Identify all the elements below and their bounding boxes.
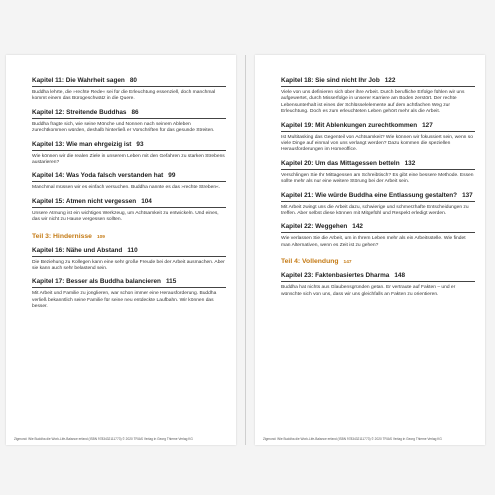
chapter-heading xyxy=(32,247,226,257)
chapter-summary: Ist Multitasking das Gegenteil von Achtsamkeit? Wie können wir fokussiert sein, wenn so viele Dinge auf einmal von uns verlangt werden? Dazu kommen die speziellen Herausforderungen im Homeoffice. xyxy=(281,134,473,153)
chapter-summary: Verschlingen Sie Ihr Mittagessen am Schreibtisch? Es gibt eine bessere Methode. Essen sollte mehr als nur eine weitere Störung bei der Arbeit sein. xyxy=(281,172,474,185)
toc-entry xyxy=(32,278,226,310)
chapter-heading xyxy=(281,272,475,282)
chapter-summary: Mit Arbeit und Familie zu jonglieren, war schon immer eine Herausforderung. Buddha verließ bekanntlich seine Familie für seine neu entdeckte Laufbahn. Wir können das besser. xyxy=(32,291,217,310)
toc-entry xyxy=(281,192,475,218)
chapter-page-number: 132 xyxy=(404,159,416,167)
chapter-page-number: 122 xyxy=(384,77,396,84)
chapter-page-number: 115 xyxy=(165,278,177,286)
toc-entry xyxy=(32,109,226,135)
chapter-title: Kapitel 21: Wie würde Buddha eine Entlassung gestalten? xyxy=(281,191,458,199)
chapter-title: Kapitel 23: Faktenbasiertes Dharma xyxy=(281,272,390,280)
part-heading xyxy=(32,233,226,240)
chapter-heading xyxy=(32,141,226,151)
toc-entry xyxy=(32,141,226,167)
page-footer: Zigmond: Wie Buddha die Work-Life-Balance erfand (ISBN 9783432111773) © 2020 TRIAS Verlag in Georg Thieme Verlag KG xyxy=(263,437,442,441)
chapter-heading xyxy=(281,160,475,170)
part-title: Teil 3: Hindernisse xyxy=(32,232,92,240)
toc-left-column xyxy=(32,77,226,317)
right-page xyxy=(255,55,485,445)
chapter-page-number: 99 xyxy=(168,172,176,180)
left-page xyxy=(6,55,236,445)
part-page-number: 109 xyxy=(96,234,105,240)
chapter-title: Kapitel 20: Um das Mittagessen betteln xyxy=(281,159,400,167)
chapter-summary: Mit Arbeit zwingt uns die Arbeit dazu, schwierige und schmerzhafte Entscheidungen zu treffen. Aber selbst diese können mit Mitgefühl und Respekt erledigt werden. xyxy=(281,204,469,217)
toc-entry xyxy=(281,223,475,249)
toc-right-column xyxy=(281,77,475,304)
chapter-heading xyxy=(281,77,475,87)
chapter-page-number: 137 xyxy=(462,191,473,199)
toc-entry xyxy=(281,77,475,116)
part-heading xyxy=(281,258,475,265)
toc-entry xyxy=(32,247,226,273)
chapter-title: Kapitel 17: Besser als Buddha balancieren xyxy=(32,278,161,286)
chapter-page-number: 104 xyxy=(141,197,152,205)
part-title: Teil 4: Vollendung xyxy=(281,258,339,266)
chapter-heading xyxy=(281,192,475,202)
chapter-summary: Wie können wir die realen Ziele in unserem Leben mit den Gefahren zu starken Strebens austarieren? xyxy=(32,153,225,166)
toc-entry xyxy=(281,160,475,186)
chapter-heading xyxy=(32,278,226,288)
chapter-summary: Viele von uns definieren sich über ihre Arbeit. Durch berufliche Erfolge fühlen wir uns aufgewertet, durch Misserfolge in unserer Karriere am Boden zerstört. Der rechte Lebensunterhalt ist eines der Schlüsselelemente auf dem achtfachen Weg zur Erleuchtung. Doch es zum erleuchteten Leben gehört mehr als die Arbeit. xyxy=(281,90,465,115)
chapter-title: Kapitel 16: Nähe und Abstand xyxy=(32,246,123,254)
chapter-heading xyxy=(32,198,226,208)
chapter-page-number: 127 xyxy=(422,121,433,129)
chapter-heading xyxy=(281,223,475,233)
chapter-page-number: 110 xyxy=(127,246,138,254)
chapter-page-number: 80 xyxy=(129,77,137,84)
chapter-summary: Manchmal müssen wir es einfach versuchen. Buddha nannte es das »rechte Streben«. xyxy=(32,185,221,191)
chapter-summary: Unsere Atmung ist ein wichtiges Werkzeug, um Achtsamkeit zu entwickeln. Und eines, das wir nicht zu Hause vergessen sollten. xyxy=(32,210,219,223)
chapter-title: Kapitel 13: Wie man ehrgeizig ist xyxy=(32,140,132,148)
chapter-page-number: 148 xyxy=(394,272,406,280)
chapter-heading xyxy=(32,77,226,87)
chapter-summary: Buddha hat nichts aus Glaubensgründen getan. Er vertraute auf Fakten – und er wünschte sich von uns, dass wir uns gleichfalls an Fakten zu orientieren. xyxy=(281,285,456,297)
toc-entry xyxy=(281,122,475,154)
chapter-heading xyxy=(32,109,226,119)
chapter-summary: Buddha fragte sich, wie seine Mönche und Nonnen nach seinem Ableben zurechtkommen würden, deshalb hinterließ er Vorschriften für das gesunde Streiten. xyxy=(32,121,215,134)
chapter-title: Kapitel 11: Die Wahrheit sagen xyxy=(32,77,125,84)
chapter-page-number: 142 xyxy=(352,223,363,231)
toc-entry xyxy=(281,272,475,298)
part-page-number: 147 xyxy=(343,260,352,266)
chapter-title: Kapitel 19: Mit Ablenkungen zurechtkommen xyxy=(281,121,418,129)
page-gutter xyxy=(245,55,246,445)
chapter-title: Kapitel 22: Weggehen xyxy=(281,223,348,231)
toc-entry xyxy=(32,172,226,191)
chapter-title: Kapitel 14: Was Yoda falsch verstanden hat xyxy=(32,172,164,180)
chapter-title: Kapitel 15: Atmen nicht vergessen xyxy=(32,197,137,205)
toc-entry xyxy=(32,198,226,224)
chapter-summary: Die Beziehung zu Kollegen kann eine sehr große Freude bei der Arbeit ausmachen. Aber sie kann auch sehr belastend sein. xyxy=(32,259,225,272)
chapter-title: Kapitel 18: Sie sind nicht Ihr Job xyxy=(281,77,380,84)
chapter-heading xyxy=(281,122,475,132)
page-footer: Zigmond: Wie Buddha die Work-Life-Balance erfand (ISBN 9783432111773) © 2020 TRIAS Verlag in Georg Thieme Verlag KG xyxy=(14,437,193,441)
chapter-summary: Wie verlassen Sie die Arbeit, um in Ihrem Leben mehr als ein Arbeitsstelle. Wie findet man Alternativen, wenn es Zeit ist zu gehen? xyxy=(281,236,466,248)
toc-entry xyxy=(32,77,226,103)
chapter-title: Kapitel 12: Streitende Buddhas xyxy=(32,108,127,116)
chapter-page-number: 86 xyxy=(131,108,139,116)
chapter-heading xyxy=(32,172,226,182)
chapter-summary: Buddha lehrte, die »rechte Rede« sei für die Erleuchtung essenziell, doch manchmal kommt einem das Bürogeschwätz in die Quere. xyxy=(32,90,216,102)
chapter-page-number: 93 xyxy=(136,140,144,148)
